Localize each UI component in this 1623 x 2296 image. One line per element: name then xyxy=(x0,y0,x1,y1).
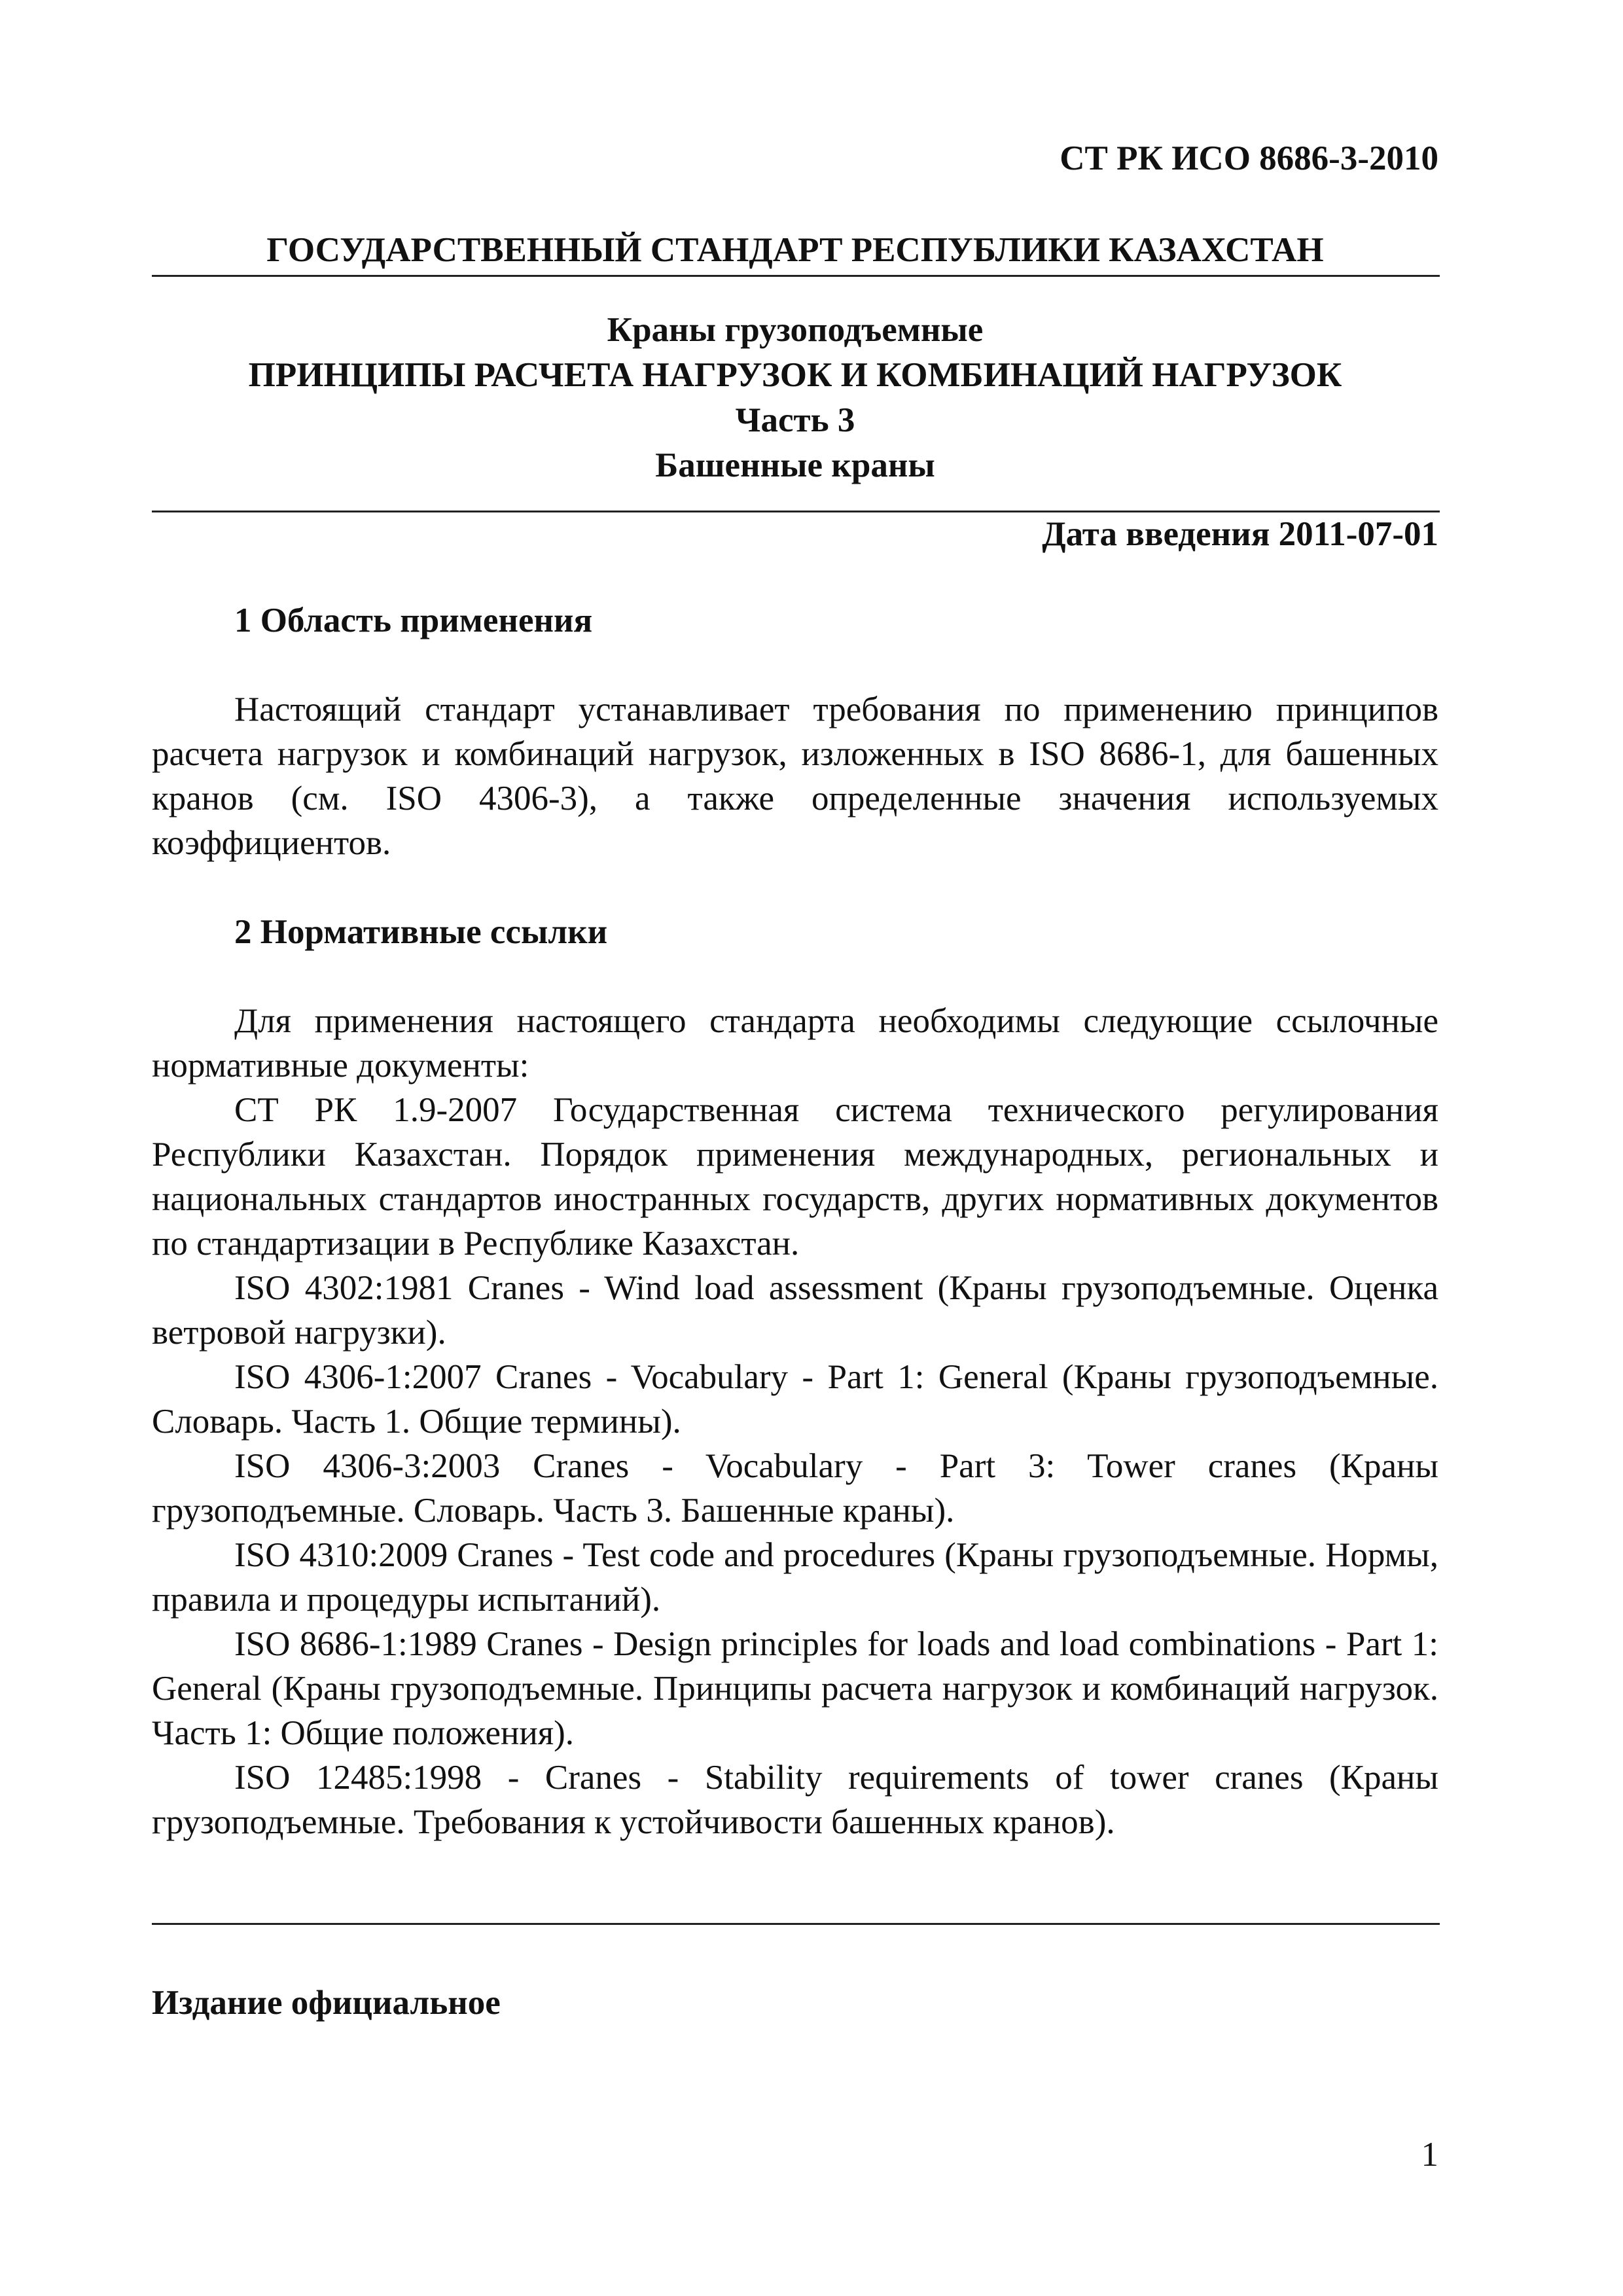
paragraph: Для применения настоящего стандарта необходимы следующие ссылочные нормативные документы: xyxy=(152,1002,1438,1085)
reference-item: ISO 12485:1998 - Cranes - Stability requirements of tower cranes (Краны грузоподъемные. Требования к устойчивости башенных кранов). xyxy=(152,1759,1438,1841)
title-line-tower-cranes: Башенные краны xyxy=(655,446,935,484)
reference-item: ISO 4302:1981 Cranes - Wind load assessment (Краны грузоподъемные. Оценка ветровой нагрузки). xyxy=(152,1269,1438,1352)
title-line-cranes: Краны грузоподъемные xyxy=(607,311,984,349)
edition-label: Издание официальное xyxy=(152,1984,501,2022)
reference-item: ISO 8686-1:1989 Cranes - Design principles for loads and load combinations - Part 1: General (Краны грузоподъемные. Принципы расчета нагрузок и комбинаций нагрузок. Часть 1: Общие положения). xyxy=(152,1625,1438,1752)
introduction-date: Дата введения 2011-07-01 xyxy=(1042,515,1438,553)
title-line-principles: ПРИНЦИПЫ РАСЧЕТА НАГРУЗОК И КОМБИНАЦИЙ НАГРУЗОК xyxy=(248,356,1342,394)
reference-item: ISO 4306-3:2003 Cranes - Vocabulary - Part 3: Tower cranes (Краны грузоподъемные. Словарь. Часть 3. Башенные краны). xyxy=(152,1447,1438,1530)
reference-item: СТ РК 1.9-2007 Государственная система технического регулирования Республики Казахстан. Порядок применения международных, региональных и национальных стандартов иностранных государств, других нормативных документов по стандартизации в Республике Казахстан. xyxy=(152,1091,1438,1263)
section-body-normative-references xyxy=(152,999,1438,1844)
divider-line xyxy=(152,275,1440,277)
reference-item: ISO 4306-1:2007 Cranes - Vocabulary - Part 1: General (Краны грузоподъемные. Словарь. Часть 1. Общие термины). xyxy=(152,1358,1438,1441)
section-body-scope xyxy=(152,687,1438,865)
page-number: 1 xyxy=(1421,2136,1438,2174)
footer-divider-line xyxy=(152,1923,1440,1925)
paragraph: Настоящий стандарт устанавливает требования по применению принципов расчета нагрузок и комбинаций нагрузок, изложенных в ISO 8686-1, для башенных кранов (см. ISO 4306-3), а также определенные значения используемых коэффициентов. xyxy=(152,691,1438,862)
section-heading-normative-references: 2 Нормативные ссылки xyxy=(234,913,608,951)
section-heading-scope: 1 Область применения xyxy=(234,601,593,639)
document-title-block xyxy=(151,308,1440,488)
document-code: СТ РК ИСО 8686-3-2010 xyxy=(1060,139,1438,177)
title-line-part: Часть 3 xyxy=(735,401,855,439)
divider-line xyxy=(152,511,1440,512)
standard-title: ГОСУДАРСТВЕННЫЙ СТАНДАРТ РЕСПУБЛИКИ КАЗАХСТАН xyxy=(266,231,1324,269)
reference-item: ISO 4310:2009 Cranes - Test code and procedures (Краны грузоподъемные. Нормы, правила и процедуры испытаний). xyxy=(152,1536,1438,1619)
